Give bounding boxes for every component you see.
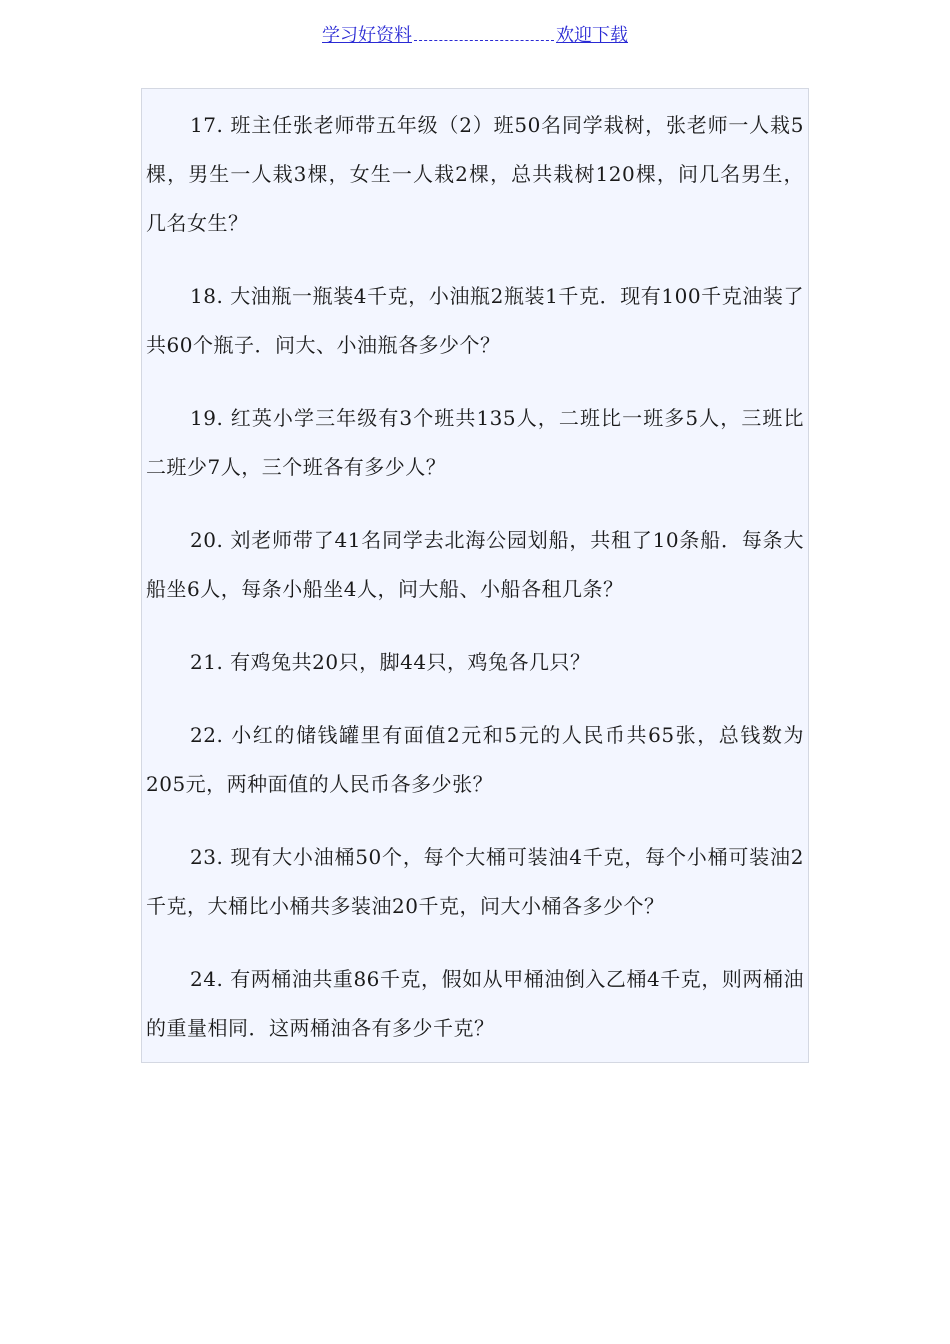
header-left-link[interactable]: 学习好资料 xyxy=(322,25,412,46)
header-right-link[interactable]: 欢迎下载 xyxy=(556,25,628,46)
problem-list xyxy=(142,89,808,1053)
problem-22: 22. 小红的储钱罐里有面值2元和5元的人民币共65张，总钱数为205元，两种面值的人民币各多少张？ xyxy=(146,723,804,796)
page-header xyxy=(0,22,950,50)
problem-24: 24. 有两桶油共重86千克，假如从甲桶油倒入乙桶4千克，则两桶油的重量相同．这两桶油各有多少千克？ xyxy=(146,967,804,1040)
problem-19: 19. 红英小学三年级有3个班共135人，二班比一班多5人，三班比二班少7人，三个班各有多少人？ xyxy=(146,406,804,479)
problem-23: 23. 现有大小油桶50个，每个大桶可装油4千克，每个小桶可装油2千克，大桶比小桶共多装油20千克，问大小桶各多少个？ xyxy=(146,845,804,918)
problem-21: 21. 有鸡兔共20只，脚44只，鸡兔各几只？ xyxy=(190,650,591,674)
problem-17: 17. 班主任张老师带五年级（2）班50名同学栽树，张老师一人栽5棵，男生一人栽3棵，女生一人栽2棵，总共栽树120棵，问几名男生，几名女生？ xyxy=(146,113,804,235)
problem-panel xyxy=(141,88,809,1063)
problem-20: 20. 刘老师带了41名同学去北海公园划船，共租了10条船．每条大船坐6人，每条小船坐4人，问大船、小船各租几条？ xyxy=(146,528,804,601)
header-separator xyxy=(414,26,554,41)
problem-18: 18. 大油瓶一瓶装4千克，小油瓶2瓶装1千克．现有100千克油装了共60个瓶子．问大、小油瓶各多少个？ xyxy=(146,284,804,357)
